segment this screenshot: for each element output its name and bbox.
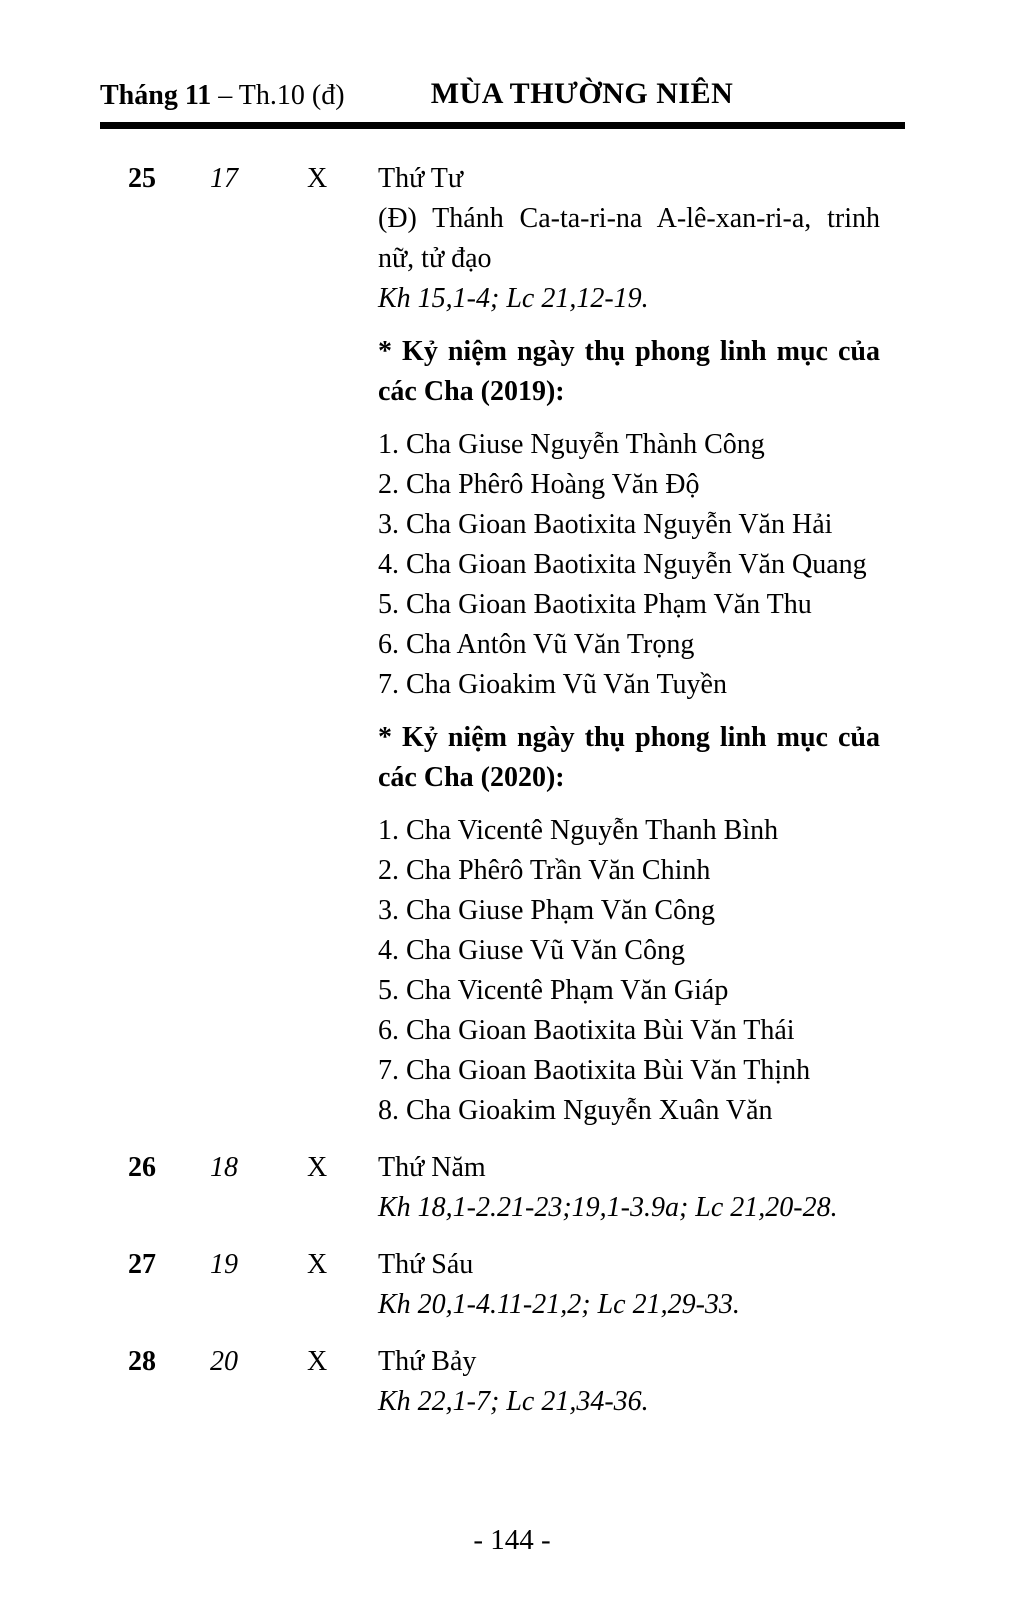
calendar-body	[128, 159, 1024, 1422]
liturgical-color-cell: X	[307, 1249, 328, 1280]
priest-list-item: 3. Cha Giuse Phạm Văn Công	[378, 895, 716, 926]
entry-content	[378, 1342, 880, 1422]
anniversary-note-2019	[378, 332, 880, 705]
calendar-entry	[128, 1245, 1024, 1325]
header-rule	[100, 122, 905, 129]
scripture-readings: Kh 18,1-2.21-23;19,1-3.9a; Lc 21,20-28.	[378, 1192, 838, 1223]
scripture-readings: Kh 22,1-7; Lc 21,34-36.	[378, 1386, 649, 1417]
header-line	[100, 77, 1024, 116]
month-header-rest: – Th.10 (đ)	[211, 80, 345, 111]
priest-list-item: 2. Cha Phêrô Hoàng Văn Độ	[378, 469, 700, 500]
lunar-day-cell: 18	[210, 1152, 238, 1183]
lunar-day-cell: 17	[210, 163, 238, 194]
liturgical-color-cell: X	[307, 163, 328, 194]
priest-list-item: 1. Cha Vicentê Nguyễn Thanh Bình	[378, 815, 779, 846]
month-header-bold: Tháng 11	[100, 80, 212, 111]
scripture-readings: Kh 15,1-4; Lc 21,12-19.	[378, 283, 649, 314]
page-footer	[0, 1524, 1024, 1557]
page-number: - 144 -	[473, 1524, 551, 1556]
weekday-title: Thứ Sáu	[378, 1249, 474, 1280]
month-header	[100, 80, 345, 111]
priest-list-item: 6. Cha Gioan Baotixita Bùi Văn Thái	[378, 1015, 795, 1046]
solar-day-cell: 26	[128, 1152, 156, 1183]
page-header	[100, 77, 1024, 129]
liturgical-color-cell: X	[307, 1152, 328, 1183]
priest-list-item: 4. Cha Giuse Vũ Văn Công	[378, 935, 685, 966]
weekday-title: Thứ Bảy	[378, 1346, 477, 1377]
solar-day-cell: 28	[128, 1346, 156, 1377]
priest-list-item: 5. Cha Gioan Baotixita Phạm Văn Thu	[378, 589, 812, 620]
anniversary-heading: * Kỷ niệm ngày thụ phong linh mục của các Cha (2019):	[378, 336, 880, 407]
solar-day-cell: 25	[128, 163, 156, 194]
priest-list-item: 7. Cha Gioan Baotixita Bùi Văn Thịnh	[378, 1055, 811, 1086]
priest-list-item: 7. Cha Gioakim Vũ Văn Tuyền	[378, 669, 727, 700]
scripture-readings: Kh 20,1-4.11-21,2; Lc 21,29-33.	[378, 1289, 740, 1320]
entry-content	[378, 1245, 880, 1325]
feast-description: (Đ) Thánh Ca-ta-ri-na A-lê-xan-ri-a, trinh nữ, tử đạo	[378, 203, 880, 274]
solar-day-cell: 27	[128, 1249, 156, 1280]
priest-list-item: 1. Cha Giuse Nguyễn Thành Công	[378, 429, 765, 460]
priest-list-item: 6. Cha Antôn Vũ Văn Trọng	[378, 629, 695, 660]
priest-list-item: 4. Cha Gioan Baotixita Nguyễn Văn Quang	[378, 549, 867, 580]
priest-list-item: 5. Cha Vicentê Phạm Văn Giáp	[378, 975, 729, 1006]
calendar-entry	[128, 1342, 1024, 1422]
calendar-entry	[128, 159, 1024, 1131]
lunar-day-cell: 19	[210, 1249, 238, 1280]
liturgical-color-cell: X	[307, 1346, 328, 1377]
anniversary-note-2020	[378, 718, 880, 1131]
priest-list-item: 3. Cha Gioan Baotixita Nguyễn Văn Hải	[378, 509, 833, 540]
weekday-title: Thứ Tư	[378, 163, 464, 194]
priest-list-item: 2. Cha Phêrô Trần Văn Chinh	[378, 855, 711, 886]
calendar-entry	[128, 1148, 1024, 1228]
lunar-day-cell: 20	[210, 1346, 238, 1377]
weekday-title: Thứ Năm	[378, 1152, 486, 1183]
anniversary-heading: * Kỷ niệm ngày thụ phong linh mục của các Cha (2020):	[378, 722, 880, 793]
entry-content	[378, 1148, 880, 1228]
season-title: MÙA THƯỜNG NIÊN	[430, 77, 734, 110]
priest-list-item: 8. Cha Gioakim Nguyễn Xuân Văn	[378, 1095, 773, 1126]
entry-content	[378, 159, 880, 1131]
